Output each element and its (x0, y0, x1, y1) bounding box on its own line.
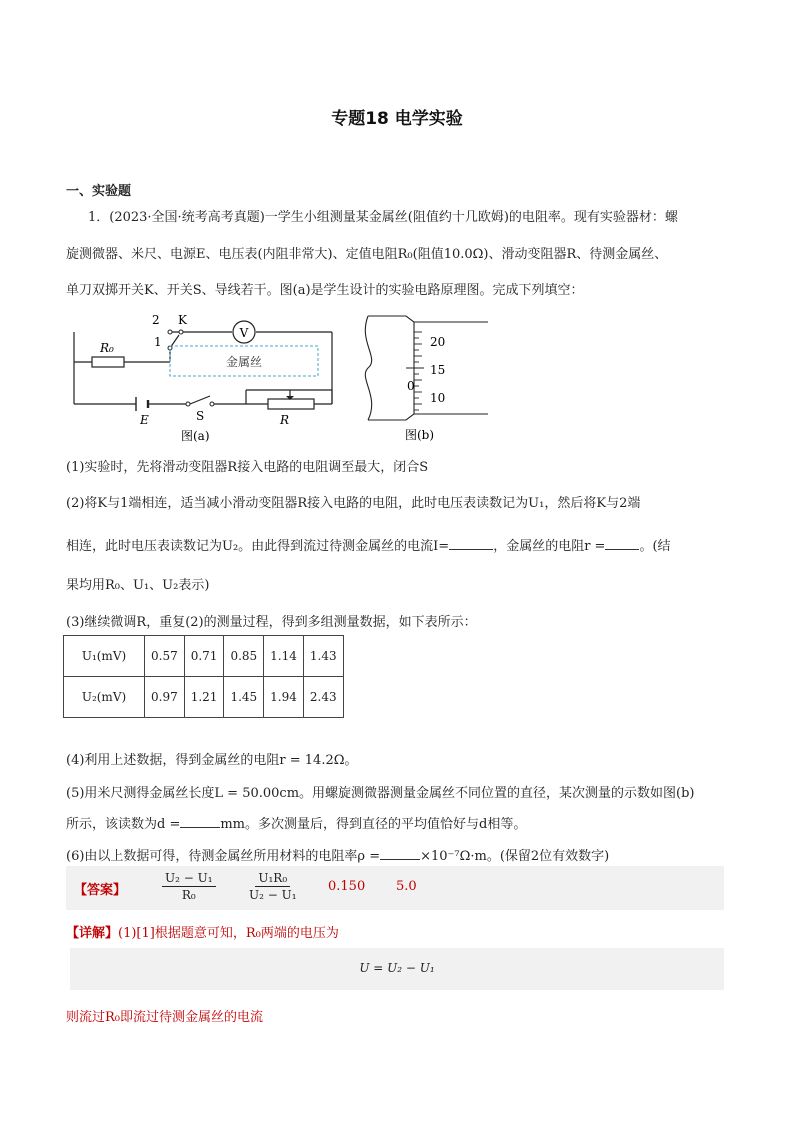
text-span: mm。多次测量后，得到直径的平均值恰好与d相等。 (220, 817, 527, 832)
text-span: 相连，此时电压表读数记为U₂。由此得到流过待测金属丝的电流I= (66, 539, 450, 554)
scale-tick-10: 10 (430, 391, 446, 405)
fraction-numerator: U₁R₀ (255, 870, 290, 887)
terminal-2-label: 2 (152, 313, 160, 327)
question-line: (2)将K与1端相连，适当减小滑动变阻器R接入电路的电阻，此时电压表读数记为U₁，然后将K与2端 (66, 496, 641, 511)
answer-fraction-1 (162, 870, 216, 903)
table-cell: 1.45 (224, 677, 264, 718)
scale-zero: 0 (407, 379, 415, 393)
figure-b-caption: 图(b) (405, 428, 435, 442)
table-cell: 1.43 (303, 636, 343, 677)
detail-line: 则流过R₀即流过待测金属丝的电流 (66, 1010, 263, 1025)
scale-tick-15: 15 (430, 363, 446, 377)
switch-k-label: K (178, 313, 187, 327)
data-table (63, 635, 344, 718)
detail-line (66, 922, 339, 941)
answer-blank (449, 537, 493, 550)
switch-s-label: S (196, 409, 205, 423)
table-cell: 1.94 (264, 677, 304, 718)
table-cell: 2.43 (303, 677, 343, 718)
text-span: (6)由以上数据可得，待测金属丝所用材料的电阻率ρ = (66, 849, 381, 864)
table-row-label: U₂(mV) (64, 677, 145, 718)
question-line: (4)利用上述数据，得到金属丝的电阻r = 14.2Ω。 (66, 753, 358, 768)
voltmeter-label: V (239, 326, 249, 340)
table-cell: 0.97 (145, 677, 185, 718)
fraction-numerator: U₂ − U₁ (162, 870, 216, 887)
question-line: (5)用米尺测得金属丝长度L = 50.00cm。用螺旋测微器测量金属丝不同位置的直径，某次测量的示数如图(b) (66, 786, 695, 801)
table-cell: 0.85 (224, 636, 264, 677)
r0-label: R₀ (100, 341, 114, 355)
table-cell: 1.14 (264, 636, 304, 677)
section-heading: 一、实验题 (66, 184, 132, 199)
battery-label: E (140, 413, 149, 427)
table-row (64, 636, 344, 677)
page-title: 专题18 电学实验 (331, 109, 463, 129)
question-line: (3)继续微调R，重复(2)的测量过程，得到多组测量数据，如下表所示： (66, 615, 477, 630)
fraction-denominator: U₂ − U₁ (249, 888, 297, 902)
answer-value: 0.150 (328, 879, 366, 894)
question-line (66, 535, 671, 554)
micrometer-diagram (358, 312, 498, 448)
question-line: 旋测微器、米尺、电源E、电压表(内阻非常大)、定值电阻R₀(阻值10.0Ω)、滑动变阻器R、待测金属丝、 (66, 247, 668, 262)
detail-text: (1)[1]根据题意可知，R₀两端的电压为 (118, 926, 339, 941)
answer-blank (380, 847, 420, 860)
question-line (66, 813, 526, 832)
question-line: 1．(2023·全国·统考高考真题)一学生小组测量某金属丝(阻值约十几欧姆)的电阻率。现有实验器材：螺 (88, 210, 678, 225)
question-line: 果均用R₀、U₁、U₂表示) (66, 578, 210, 593)
circuit-diagram (66, 300, 356, 446)
scale-tick-20: 20 (430, 335, 446, 349)
table-cell: 1.21 (184, 677, 224, 718)
metal-wire-label: 金属丝 (225, 355, 263, 369)
table-row-label: U₁(mV) (64, 636, 145, 677)
table-cell: 0.71 (184, 636, 224, 677)
answer-value: 5.0 (396, 879, 417, 894)
question-line: (1)实验时，先将滑动变阻器R接入电路的电阻调至最大，闭合S (66, 460, 429, 475)
question-line: 单刀双掷开关K、开关S、导线若干。图(a)是学生设计的实验电路原理图。完成下列填空： (66, 283, 584, 298)
figure-a-caption: 图(a) (181, 429, 210, 443)
answer-tag: 【答案】 (74, 883, 127, 898)
terminal-1-label: 1 (154, 335, 162, 349)
text-span: ×10⁻⁷Ω·m。(保留2位有效数字) (420, 849, 610, 864)
question-line (66, 845, 609, 864)
table-cell: 0.57 (145, 636, 185, 677)
fraction-denominator: R₀ (181, 888, 196, 902)
text-span: 所示，该读数为d = (66, 817, 181, 832)
answer-blank (605, 537, 639, 550)
table-row (64, 677, 344, 718)
equation-box (70, 948, 724, 990)
text-span: 。(结 (639, 539, 671, 554)
answer-blank (180, 815, 220, 828)
answer-fraction-2 (246, 870, 300, 903)
answer-section (66, 866, 724, 910)
rheostat-label: R (280, 413, 290, 427)
text-span: ，金属丝的电阻r = (493, 539, 606, 554)
equation: U = U₂ − U₁ (359, 961, 435, 975)
detail-tag: 【详解】 (66, 926, 119, 941)
